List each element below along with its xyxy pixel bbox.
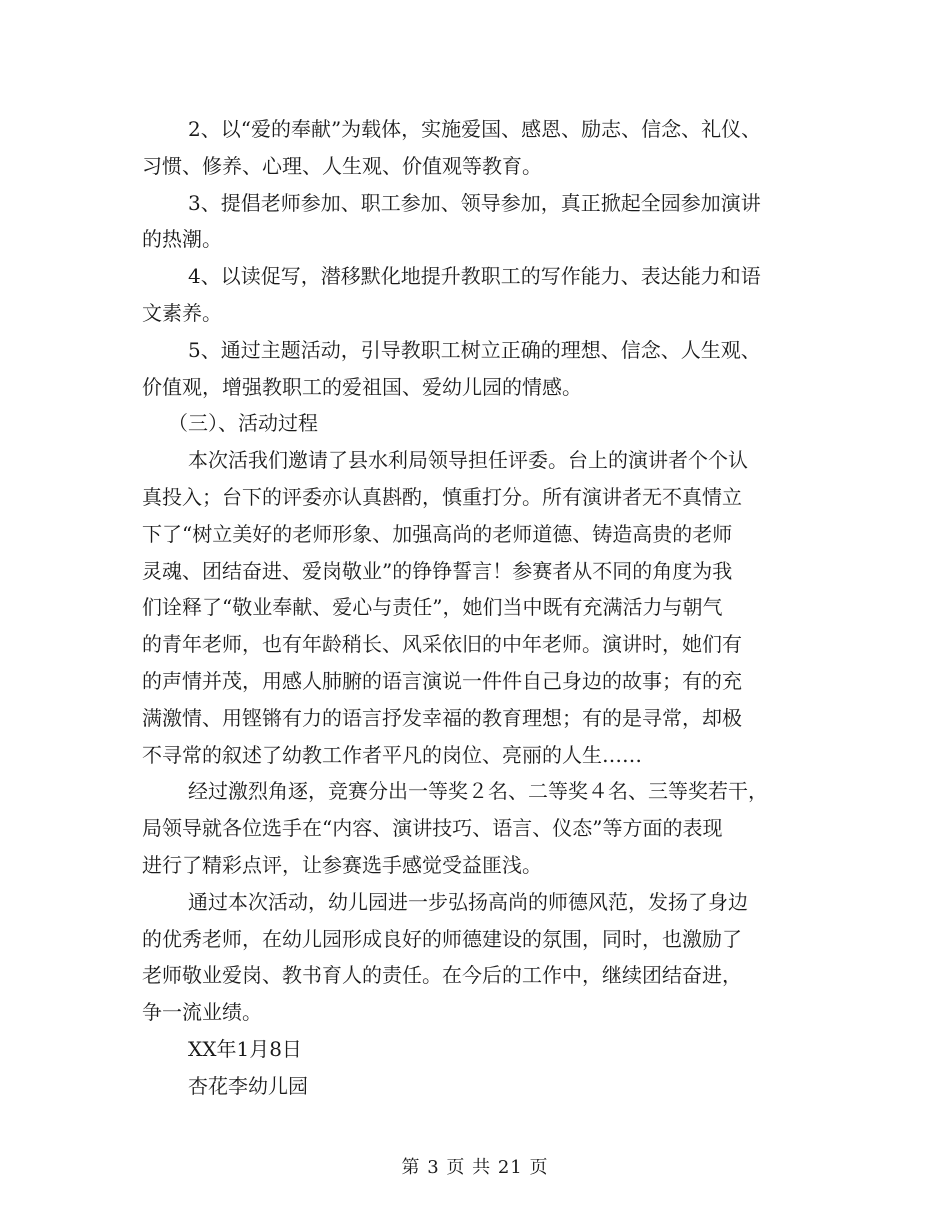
document-date: XX年1月8日 <box>188 1036 302 1061</box>
page-number-footer: 第 3 页 共 21 页 <box>401 1157 549 1178</box>
objective-paragraph-2: 2、以“爱的奉献”为载体，实施爱国、感恩、励志、信念、礼仪、 习惯、修养、心理、人生观、价值观等教育。 <box>142 117 762 178</box>
objective-paragraph-5: 5、通过主题活动，引导教职工树立正确的理想、信念、人生观、 价值观，增强教职工的爱祖国、爱幼儿园的情感。 <box>142 337 761 399</box>
objective-paragraph-3: 3、提倡老师参加、职工参加、领导参加，真正掀起全园参加演讲 的热潮。 <box>142 190 761 252</box>
document-organization: 杏花李幼儿园 <box>188 1073 308 1098</box>
process-paragraph-3: 通过本次活动，幼儿园进一步弘扬高尚的师德风范，发扬了身边 的优秀老师，在幼儿园形成良好的师德建设的氛围，同时，也激励了 老师敬业爱岗、教书育人的责任。在今后的工作中，继续团结奋进， 争一流业绩。 <box>142 889 748 1025</box>
document-body <box>142 111 822 1105</box>
section-heading: （三）、活动过程 <box>168 411 318 436</box>
process-paragraph-2: 经过激烈角逐，竞赛分出一等奖２名、二等奖４名、三等奖若干， 局领导就各位选手在“内容、演讲技巧、语言、仪态”等方面的表现 进行了精彩点评，让参赛选手感觉受益匪浅。 <box>142 779 768 877</box>
process-paragraph-1: 本次活我们邀请了县水利局领导担任评委。台上的演讲者个个认 真投入；台下的评委亦认真斟酌，慎重打分。所有演讲者无不真情立 下了“树立美好的老师形象、加强高尚的老师道德、铸造高贵的老师 灵魂、团结奋进、爱岗敬业”的铮铮誓言！参赛者从不同的角度为我 们诠释了“敬业奉献、爱心与责任”，她们当中既有充满活力与朝气 的青年老师，也有年龄稍长、风采依旧的中年老师。演讲时，她们有 的声情并茂，用感人肺腑的语言演说一件件自己身边的故事；有的充 满激情、用铿锵有力的语言抒发幸福的教育理想；有的是寻常，却极 不寻常的叙述了幼教工作者平凡的岗位、亮丽的人生…… <box>142 448 748 767</box>
objective-paragraph-4: 4、以读促写，潜移默化地提升教职工的写作能力、表达能力和语 文素养。 <box>142 264 761 325</box>
